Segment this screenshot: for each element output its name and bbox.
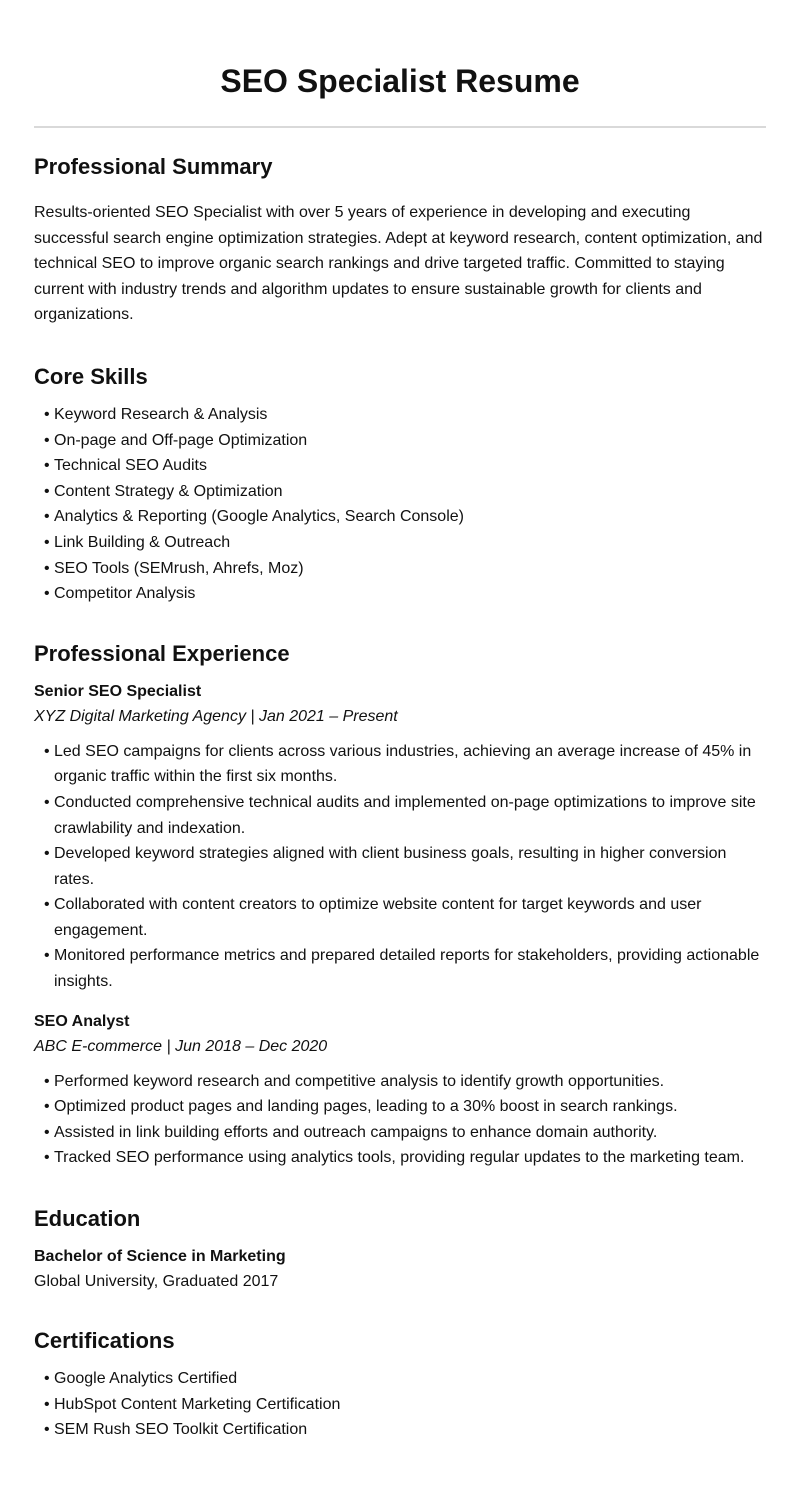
job-bullet [34,943,766,994]
certification-item [34,1366,766,1392]
degree-title: Bachelor of Science in Marketing [34,1248,286,1266]
job-bullets [34,739,766,995]
job-bullet [34,790,766,841]
skills-list [34,402,766,607]
experience-section [34,640,766,1171]
bullet-icon: • [44,1072,50,1090]
bullet-icon: • [44,1149,50,1167]
page-title: SEO Specialist Resume [220,63,580,99]
bullet-icon: • [44,1395,50,1413]
bullet-icon: • [44,508,50,526]
job-bullet [34,739,766,790]
skills-heading: Core Skills [34,363,148,389]
job-bullet [34,1069,766,1095]
skill-item [34,453,766,479]
job-bullet [34,1145,766,1171]
skill-item [34,556,766,582]
skill-text: Analytics & Reporting (Google Analytics, Search Console) [54,508,464,526]
job-title: Senior SEO Specialist [34,682,202,700]
job-bullet-text: Optimized product pages and landing pages, leading to a 30% boost in search rankings. [54,1098,678,1116]
resume-page [34,0,766,1443]
job-bullet-text: Monitored performance metrics and prepared detailed reports for stakeholders, providing actionable insights. [54,947,760,991]
job-bullet [34,1094,766,1120]
bullet-icon: • [44,533,50,551]
skill-item [34,581,766,607]
job-entry [34,1011,766,1171]
certification-text: HubSpot Content Marketing Certification [54,1395,341,1413]
job-meta: XYZ Digital Marketing Agency | Jan 2021 – Present [34,707,398,725]
summary-text: Results-oriented SEO Specialist with over 5 years of experience in developing and executing successful search engine optimization strategies. Adept at keyword research, content optimization, and technical SEO to improve organic search rankings and drive targeted traffic. Committed to staying current with industry trends and algorithm updates to ensure sustainable growth for clients and organizations. [34,204,763,324]
skill-item [34,402,766,428]
skill-item [34,428,766,454]
skills-section [34,363,766,607]
job-title: SEO Analyst [34,1012,130,1030]
certifications-list [34,1366,766,1443]
bullet-icon: • [44,1370,50,1388]
job-bullet [34,892,766,943]
education-section [34,1205,766,1293]
summary-section [34,153,766,328]
skill-item [34,530,766,556]
skill-text: On-page and Off-page Optimization [54,431,308,449]
bullet-icon: • [44,585,50,603]
certification-item [34,1392,766,1418]
certifications-heading: Certifications [34,1328,175,1354]
experience-heading: Professional Experience [34,640,290,666]
skill-item [34,504,766,530]
bullet-icon: • [44,793,50,811]
skill-item [34,479,766,505]
job-bullet [34,841,766,892]
bullet-icon: • [44,405,50,423]
bullet-icon: • [44,457,50,475]
job-bullet-text: Developed keyword strategies aligned with client business goals, resulting in higher conversion rates. [54,845,727,888]
job-bullet-text: Conducted comprehensive technical audits and implemented on-page optimizations to improve site crawlability and indexation. [54,793,756,837]
certification-text: Google Analytics Certified [54,1370,238,1388]
skill-text: Link Building & Outreach [54,533,231,551]
summary-heading: Professional Summary [34,154,273,179]
bullet-icon: • [44,559,50,577]
skill-text: Competitor Analysis [54,585,196,603]
title-divider [34,126,766,128]
job-entry [34,681,766,995]
skill-text: Content Strategy & Optimization [54,482,283,500]
bullet-icon: • [44,431,50,449]
skill-text: Technical SEO Audits [54,457,207,475]
job-meta: ABC E-commerce | Jun 2018 – Dec 2020 [34,1037,328,1055]
certification-text: SEM Rush SEO Toolkit Certification [54,1421,308,1439]
job-bullet-text: Assisted in link building efforts and outreach campaigns to enhance domain authority. [54,1123,658,1141]
school-line: Global University, Graduated 2017 [34,1273,279,1291]
job-bullet [34,1120,766,1146]
bullet-icon: • [44,845,50,863]
bullet-icon: • [44,1421,50,1439]
skill-text: Keyword Research & Analysis [54,405,268,423]
certification-item [34,1417,766,1443]
bullet-icon: • [44,1123,50,1141]
education-heading: Education [34,1206,141,1232]
job-bullet-text: Performed keyword research and competitive analysis to identify growth opportunities. [54,1072,665,1090]
skill-text: SEO Tools (SEMrush, Ahrefs, Moz) [54,559,304,577]
bullet-icon: • [44,742,50,760]
job-bullets [34,1069,766,1171]
job-bullet-text: Collaborated with content creators to optimize website content for target keywords and user engagement. [54,896,702,939]
bullet-icon: • [44,482,50,500]
certifications-section [34,1327,766,1443]
job-bullet-text: Led SEO campaigns for clients across various industries, achieving an average increase of 45% in organic traffic within the first six months. [54,742,752,786]
job-bullet-text: Tracked SEO performance using analytics tools, providing regular updates to the marketing team. [54,1149,745,1167]
bullet-icon: • [44,1098,50,1116]
bullet-icon: • [44,896,50,914]
bullet-icon: • [44,947,50,965]
